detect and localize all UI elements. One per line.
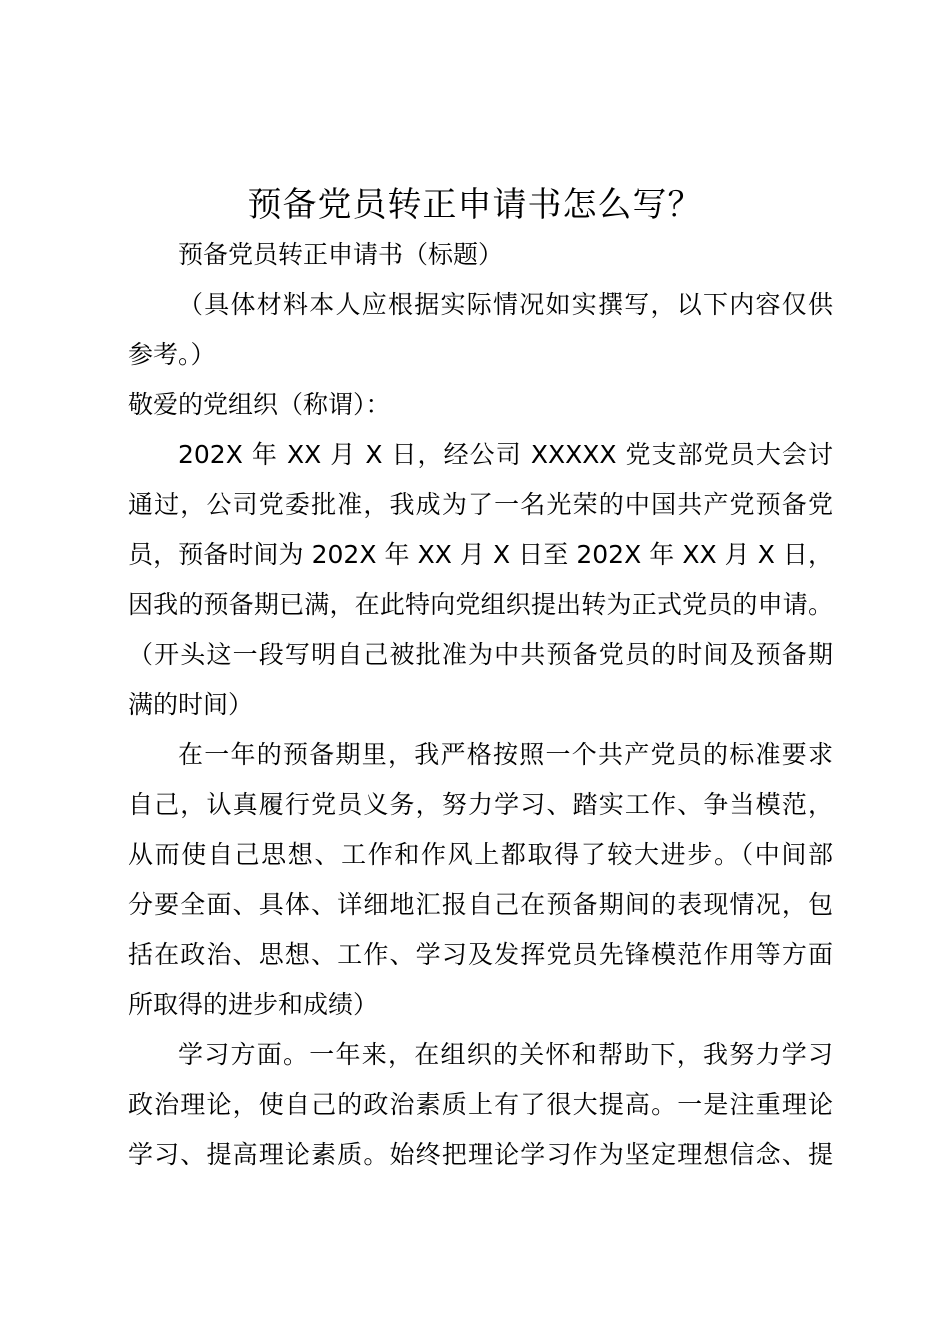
- note-paragraph: [128, 280, 833, 380]
- text-line: 自己，认真履行党员义务，努力学习、踏实工作、争当模范，: [128, 790, 833, 819]
- document-title: 预备党员转正申请书怎么写？: [247, 185, 703, 225]
- text-line: 参考。）: [128, 340, 216, 369]
- text-line: （具体材料本人应根据实际情况如实撰写，以下内容仅供: [178, 290, 833, 319]
- text-line: 预备党员转正申请书（标题）: [178, 240, 504, 269]
- subtitle-paragraph: [128, 230, 833, 280]
- text-line: 敬爱的党组织（称谓）：: [128, 390, 391, 419]
- text-line: 所取得的进步和成绩）: [128, 990, 379, 1019]
- text-line: （开头这一段写明自己被批准为中共预备党员的时间及预备期: [128, 640, 833, 669]
- document-body: [128, 230, 833, 1180]
- text-line: 通过，公司党委批准，我成为了一名光荣的中国共产党预备党: [128, 490, 833, 519]
- text-line: 学习方面。一年来，在组织的关怀和帮助下，我努力学习: [178, 1040, 833, 1069]
- body-paragraph-1: [128, 430, 833, 730]
- text-line: 政治理论，使自己的政治素质上有了很大提高。一是注重理论: [128, 1090, 833, 1119]
- text-line: 分要全面、具体、详细地汇报自己在预备期间的表现情况，包: [128, 890, 833, 919]
- text-line: 员，预备时间为 202X 年 XX 月 X 日至 202X 年 XX 月 X 日，: [128, 540, 833, 569]
- body-paragraph-2: [128, 730, 833, 1030]
- text-line: 学习、提高理论素质。始终把理论学习作为坚定理想信念、提: [128, 1140, 833, 1169]
- text-line: 202X 年 XX 月 X 日，经公司 XXXXX 党支部党员大会讨: [178, 440, 833, 469]
- body-paragraph-3: [128, 1030, 833, 1180]
- text-line: 在一年的预备期里，我严格按照一个共产党员的标准要求: [178, 740, 833, 769]
- text-line: 满的时间）: [128, 690, 254, 719]
- text-line: 因我的预备期已满，在此特向党组织提出转为正式党员的申请。: [128, 590, 833, 619]
- text-line: 从而使自己思想、工作和作风上都取得了较大进步。（中间部: [128, 840, 833, 869]
- text-line: 括在政治、思想、工作、学习及发挥党员先锋模范作用等方面: [128, 940, 833, 969]
- salutation-paragraph: [128, 380, 833, 430]
